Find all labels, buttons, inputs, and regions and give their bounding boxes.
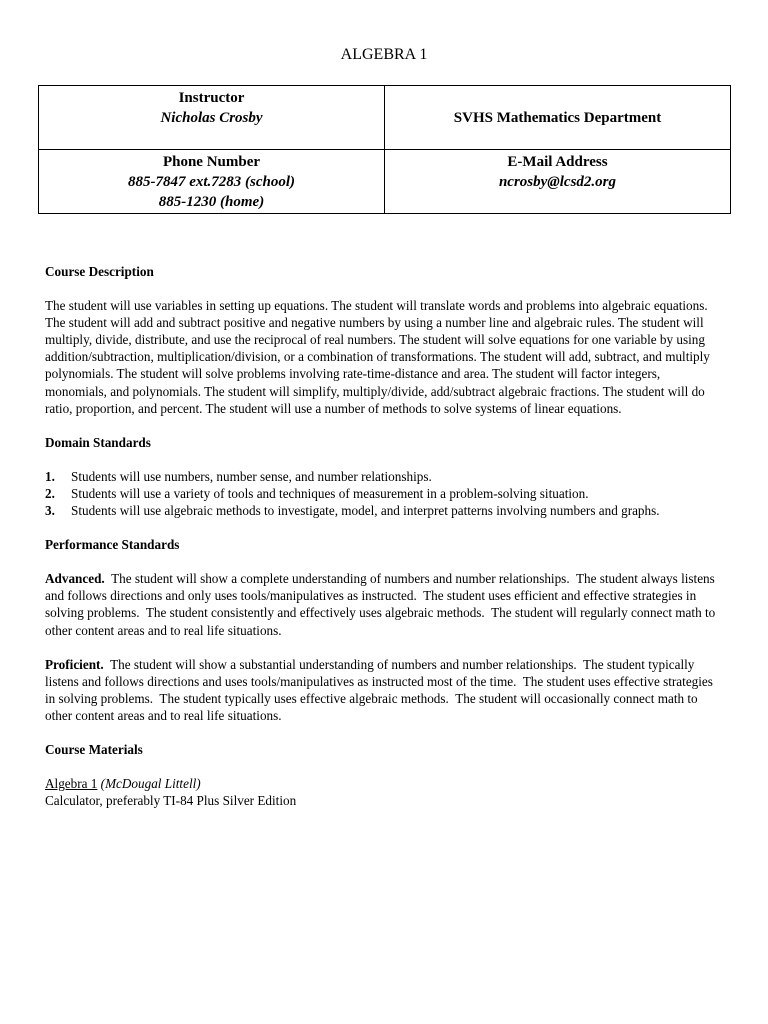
email-label: E-Mail Address <box>507 154 608 170</box>
course-materials-heading: Course Materials <box>45 741 143 757</box>
course-description-text: The student will use variables in setting up equations. The student will translate words and problems into algebraic equations. The student will add and subtract positive and negative numbers by using a number line and algebraic rules. The student will multiply, divide, distribute, and use the reciprocal of real numbers. The student will solve equations for one variable by using addition/subtraction, multiplication/division, or a combination of transformations. The student will add, subtract, and multiply polynomials. The student will solve problems involving rate-time-distance and area. The student will factor integers, monomials, and polynomials. The student will simplify, multiply/divide, add/subtract algebraic fractions. The student will do ratio, proportion, and percent. The student will use a number of methods to solve systems of linear equations. <box>45 298 710 416</box>
textbook-line <box>45 775 725 792</box>
department-name: SVHS Mathematics Department <box>453 109 662 126</box>
page-title: ALGEBRA 1 <box>340 46 428 63</box>
list-item <box>45 468 725 485</box>
phone-cell <box>39 150 385 214</box>
list-number: 1. <box>45 468 55 484</box>
department-cell <box>385 86 731 150</box>
list-number: 3. <box>45 503 55 519</box>
list-text: Students will use numbers, number sense, and number relationships. <box>71 468 432 484</box>
list-item <box>45 502 725 519</box>
proficient-standard <box>45 656 725 724</box>
domain-standards-heading: Domain Standards <box>45 434 151 450</box>
phone-label: Phone Number <box>162 154 261 170</box>
textbook-title: Algebra 1 <box>45 776 98 792</box>
advanced-standard <box>45 570 725 638</box>
course-description-heading: Course Description <box>45 264 154 279</box>
domain-standards-list <box>45 468 725 519</box>
instructor-cell <box>39 86 385 150</box>
list-item <box>45 485 725 502</box>
syllabus-body <box>45 263 725 809</box>
instructor-label: Instructor <box>178 90 245 106</box>
calculator-line: Calculator, preferably TI-84 Plus Silver Edition <box>45 793 297 809</box>
phone-home: 885-1230 (home) <box>158 194 265 210</box>
list-text: Students will use a variety of tools and techniques of measurement in a problem-solving situation. <box>71 485 589 501</box>
contact-info-table <box>38 85 731 214</box>
proficient-text: The student will show a substantial understanding of numbers and number relationships. The student typically listens and follows directions and uses tools/manipulatives as instructed most of the time. The student uses effective strategies in solving problems. The student typically uses effective algebraic methods. The student will occasionally connect math to other content areas and to real life situations. <box>45 656 717 723</box>
proficient-label: Proficient. <box>45 656 104 672</box>
textbook-publisher: (McDougal Littell) <box>100 776 201 792</box>
performance-standards-heading: Performance Standards <box>45 537 180 553</box>
phone-school: 885-7847 ext.7283 (school) <box>127 174 296 190</box>
list-number: 2. <box>45 485 55 501</box>
instructor-name: Nicholas Crosby <box>160 110 263 126</box>
email-cell <box>385 150 731 214</box>
advanced-text: The student will show a complete understanding of numbers and number relationships. The student always listens and follows directions and only uses tools/manipulatives as instructed. The student uses efficient and effective strategies in solving problems. The student consistently and effectively uses algebraic methods. The student will regularly connect math to other content areas and to real life situations. <box>45 571 719 638</box>
email-address: ncrosby@lcsd2.org <box>498 174 617 190</box>
advanced-label: Advanced. <box>45 571 105 587</box>
list-text: Students will use algebraic methods to investigate, model, and interpret patterns involving numbers and graphs. <box>71 503 660 519</box>
